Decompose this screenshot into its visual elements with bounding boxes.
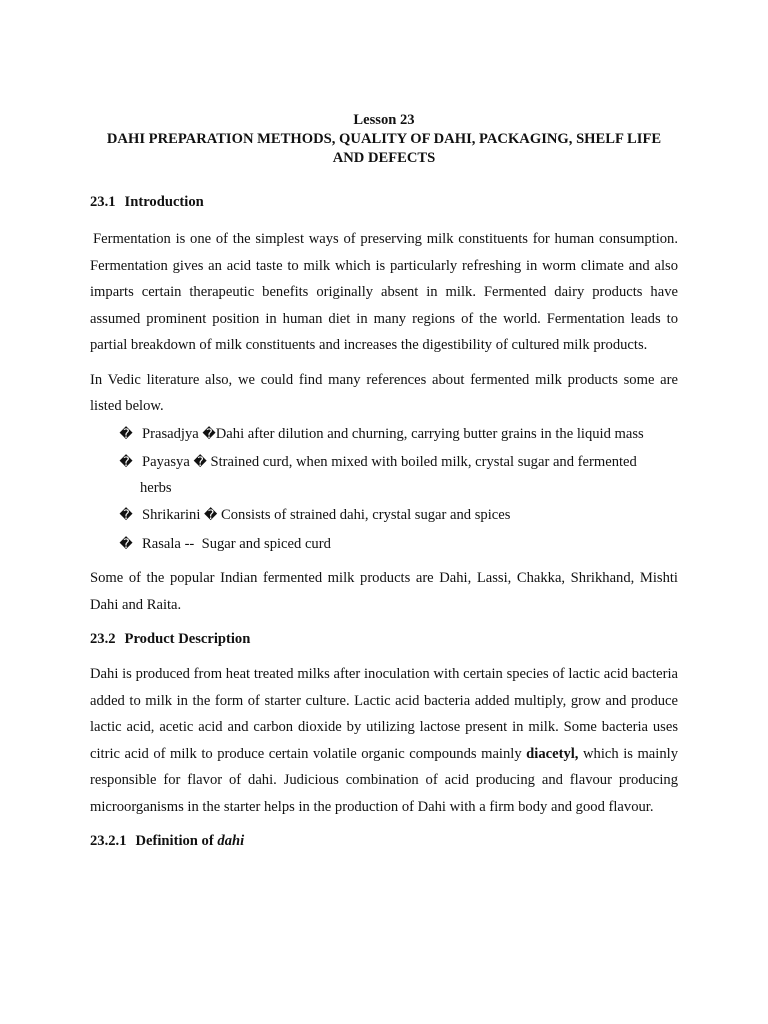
list-item (90, 422, 678, 448)
product-name: Rasala (142, 535, 181, 552)
section-number: 23.1 (90, 194, 116, 210)
intro-paragraph-2: In Vedic literature also, we could find many references about fermented milk products some are listed below. (90, 371, 678, 414)
product-description: Dahi after dilution and churning, carrying butter grains in the liquid mass (215, 425, 644, 442)
bold-term: diacetyl, (526, 745, 579, 762)
separator-glyph: � (202, 426, 216, 442)
section-number: 23.2.1 (90, 833, 127, 849)
lesson-title-line-1: DAHI PREPARATION METHODS, QUALITY OF DAHI, PACKAGING, SHELF LIFE (106, 131, 662, 147)
section-heading-definition (90, 832, 678, 851)
section-number: 23.2 (90, 631, 116, 647)
section-title: Product Description (124, 631, 251, 647)
vedic-products-list (90, 422, 678, 558)
product-name: Prasadjya (142, 425, 199, 442)
separator-glyph: � (193, 455, 207, 470)
lesson-label: Lesson 23 (353, 112, 415, 128)
section-heading-product-description (90, 630, 678, 649)
section-title: Introduction (124, 194, 204, 210)
intro-paragraph-3: Some of the popular Indian fermented milk products are Dahi, Lassi, Chakka, Shrikhand, Mishti Dahi and Raita. (90, 570, 678, 613)
lesson-title-line-2: AND DEFECTS (332, 150, 436, 166)
product-name: Payasya (142, 454, 190, 470)
bullet-icon: � (119, 508, 133, 523)
list-item (90, 450, 678, 501)
paragraph-text: which is mainly responsible for flavor of dahi. Judicious combination of acid producing and flavour producing microorganisms in the starter helps in the production of Dahi with a firm body and good flavour. (90, 745, 678, 815)
product-description-paragraph (90, 661, 678, 820)
product-description: Strained curd, when mixed with boiled milk, crystal sugar and fermented (210, 454, 637, 470)
product-description: Consists of strained dahi, crystal sugar and spices (221, 507, 511, 523)
bullet-icon: � (119, 426, 133, 442)
separator-glyph: � (204, 508, 218, 523)
product-description: Sugar and spiced curd (201, 535, 331, 552)
list-item (90, 532, 678, 558)
section-title-prefix: Definition of (135, 833, 214, 849)
bullet-icon: � (119, 536, 133, 552)
section-heading-introduction (90, 193, 678, 212)
bullet-icon: � (119, 455, 133, 470)
separator-glyph: -- (184, 535, 195, 552)
list-item (90, 503, 678, 529)
product-name: Shrikarini (142, 507, 201, 523)
product-description-continuation: herbs (140, 479, 172, 496)
intro-paragraph-1: Fermentation is one of the simplest ways of preserving milk constituents for human consumption. Fermentation gives an acid taste to milk which is particularly refreshing in worm climate and also imparts certain therapeutic benefits originally absent in milk. Fermented dairy products have assumed prominent position in human diet in many regions of the world. Fermentation leads to partial breakdown of milk constituents and increases the digestibility of cultured milk products. (90, 231, 678, 353)
section-title-italic: dahi (217, 833, 245, 849)
paragraph-text: Dahi is produced from heat treated milks after inoculation with certain species of lactic acid bacteria added to milk in the form of starter culture. Lactic acid bacteria added multiply, grow and produce lactic acid, acetic acid and carbon dioxide by utilizing lactose present in milk. Some bacteria uses citric acid of milk to produce certain volatile organic compounds mainly (90, 666, 678, 762)
document-page (90, 111, 678, 851)
